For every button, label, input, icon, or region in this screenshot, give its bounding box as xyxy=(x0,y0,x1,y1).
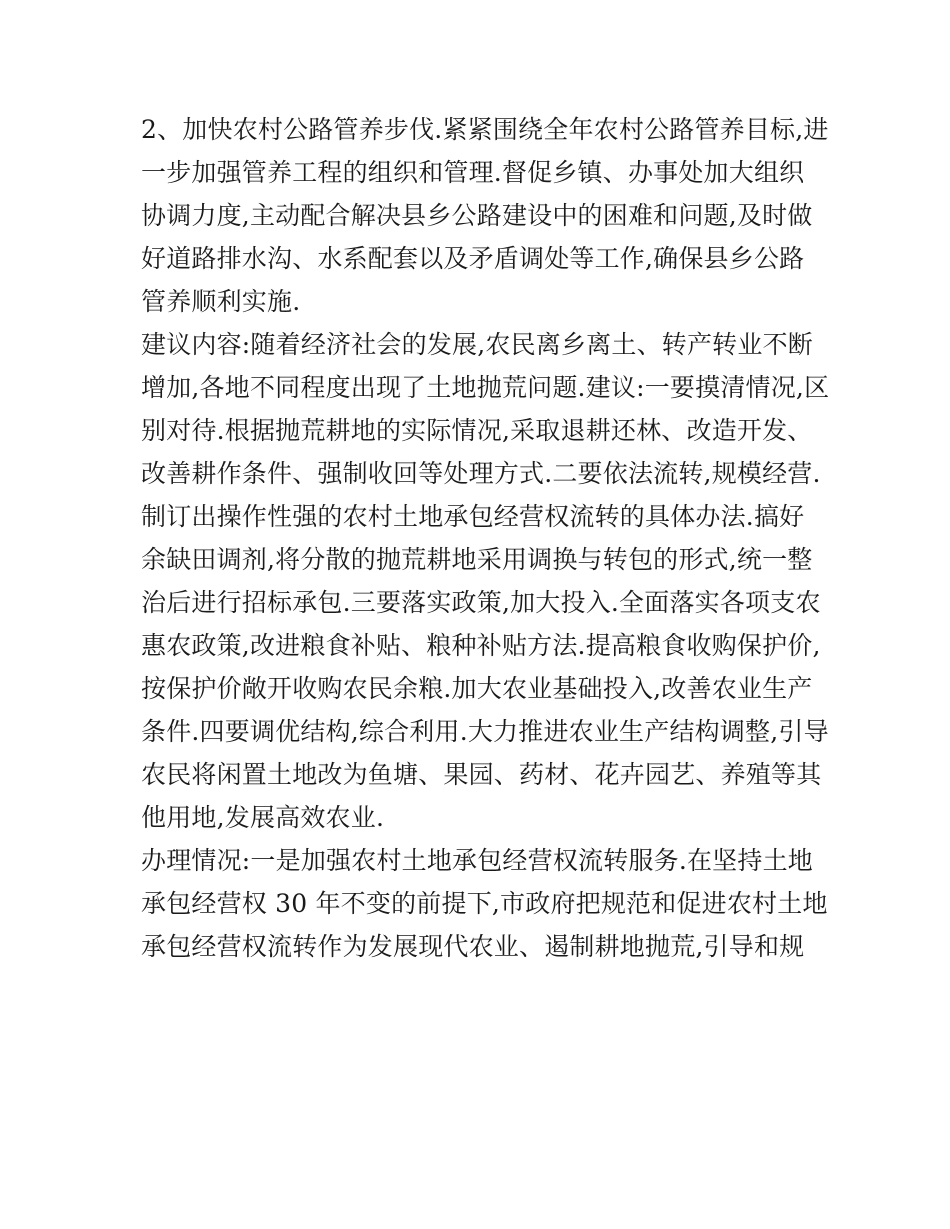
text-line: 增加,各地不同程度出现了土地抛荒问题.建议:一要摸清情况,区 xyxy=(141,373,830,402)
text-line: 治后进行招标承包.三要落实政策,加大投入.全面落实各项支农 xyxy=(141,588,821,617)
text-line: 管养顺利实施. xyxy=(141,287,301,316)
text-line: 按保护价敞开收购农民余粮.加大农业基础投入,改善农业生产 xyxy=(141,674,813,703)
text-line: 惠农政策,改进粮食补贴、粮种补贴方法.提高粮食收购保护价, xyxy=(141,631,821,660)
text-line: 一步加强管养工程的组织和管理.督促乡镇、办事处加大组织 xyxy=(141,158,805,187)
text-line: 2、加快农村公路管养步伐.紧紧围绕全年农村公路管养目标,进 xyxy=(141,115,829,144)
document-body xyxy=(141,108,830,968)
text-line: 承包经营权流转作为发展现代农业、遏制耕地抛荒,引导和规 xyxy=(141,932,805,961)
text-line: 制订出操作性强的农村土地承包经营权流转的具体办法.搞好 xyxy=(141,502,805,531)
text-line: 办理情况:一是加强农村土地承包经营权流转服务.在坚持土地 xyxy=(141,846,813,875)
text-line: 协调力度,主动配合解决县乡公路建设中的困难和问题,及时做 xyxy=(141,201,813,230)
text-line: 建议内容:随着经济社会的发展,农民离乡离土、转产转业不断 xyxy=(141,330,813,359)
text-line: 农民将闲置土地改为鱼塘、果园、药材、花卉园艺、养殖等其 xyxy=(141,760,822,789)
text-line: 别对待.根据抛荒耕地的实际情况,采取退耕还林、改造开发、 xyxy=(141,416,813,445)
text-line: 条件.四要调优结构,综合利用.大力推进农业生产结构调整,引导 xyxy=(141,717,829,746)
text-line: 他用地,发展高效农业. xyxy=(141,803,385,832)
text-line: 余缺田调剂,将分散的抛荒耕地采用调换与转包的形式,统一整 xyxy=(141,545,813,574)
text-line: 承包经营权 30 年不变的前提下,市政府把规范和促进农村土地 xyxy=(141,889,828,918)
text-line: 改善耕作条件、强制收回等处理方式.二要依法流转,规模经营. xyxy=(141,459,821,488)
text-line: 好道路排水沟、水系配套以及矛盾调处等工作,确保县乡公路 xyxy=(141,244,805,273)
